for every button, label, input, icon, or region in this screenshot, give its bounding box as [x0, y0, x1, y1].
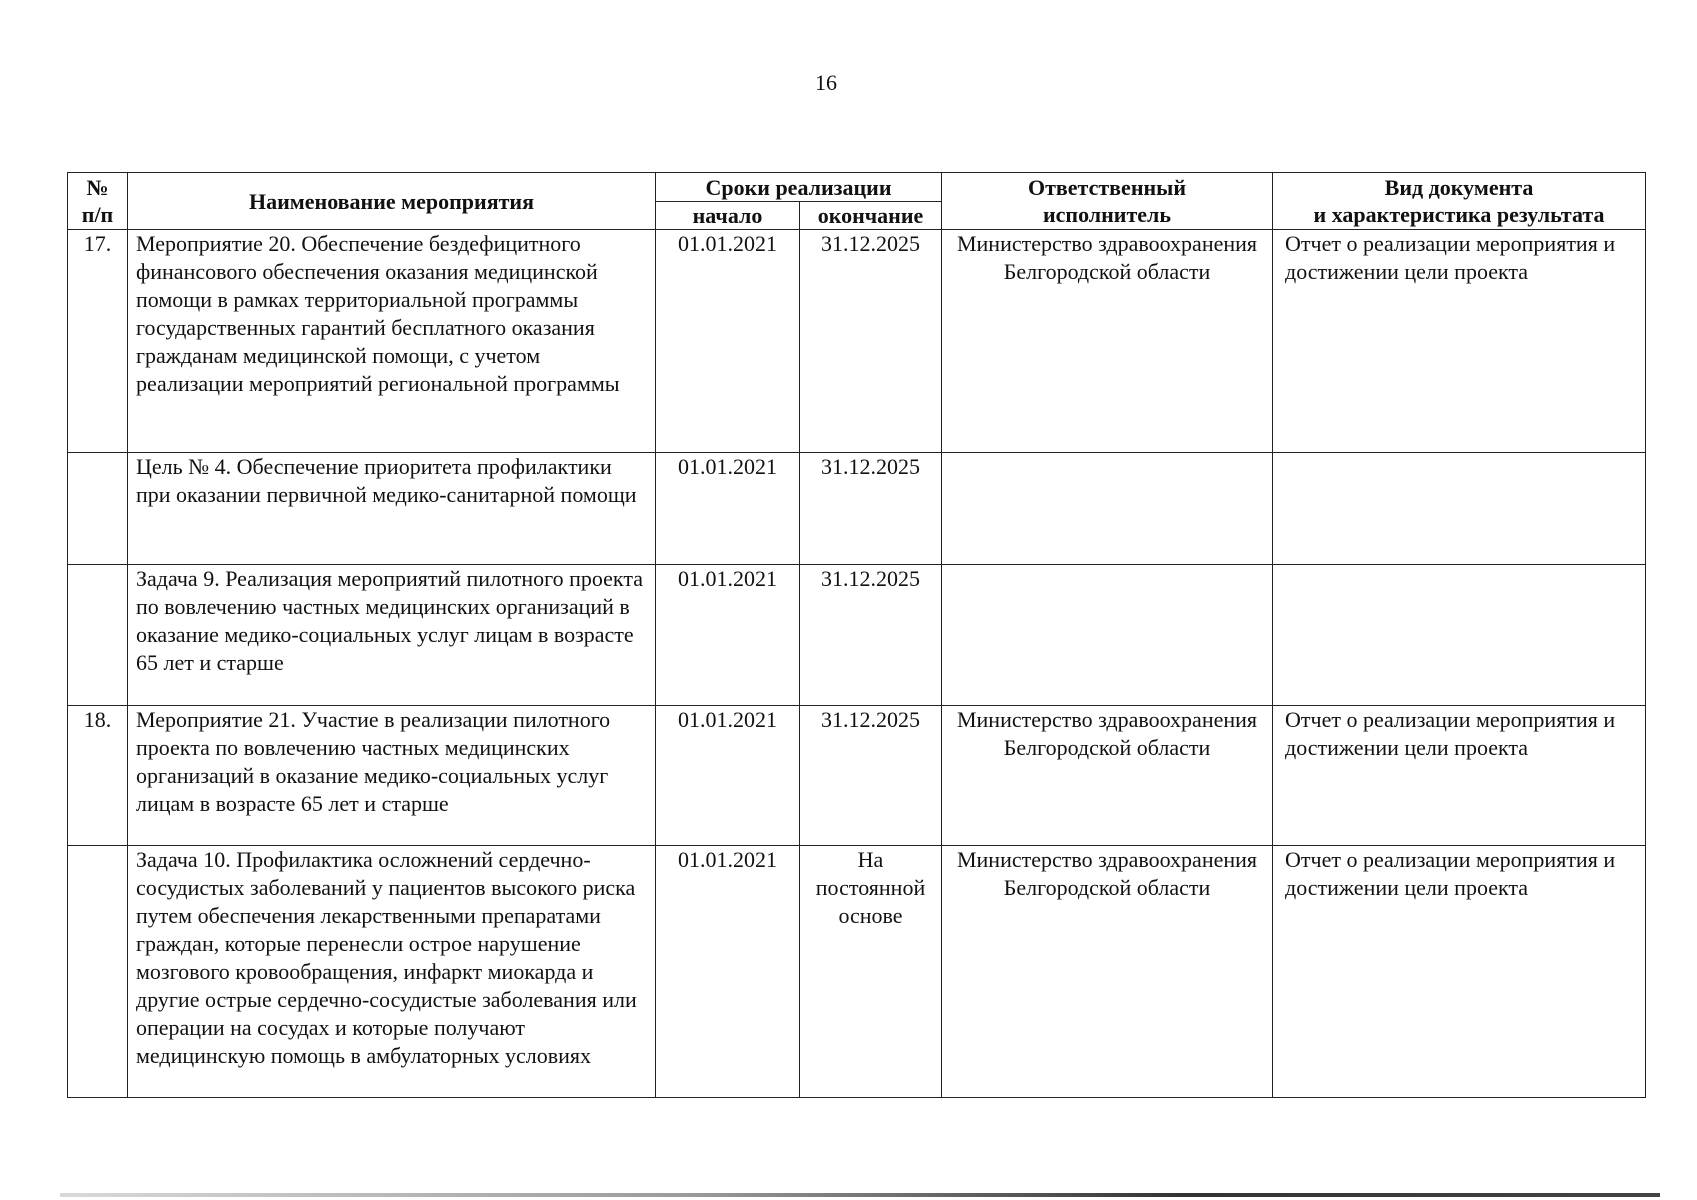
start-date: 01.01.2021	[656, 846, 800, 1098]
end-date: 31.12.2025	[800, 453, 942, 565]
table-row	[68, 706, 1646, 846]
activity-name: Задача 9. Реализация мероприятий пилотного проекта по вовлечению частных медицинских организаций в оказание медико-социальных услуг лицам в возрасте 65 лет и старше	[128, 565, 656, 706]
end-date: 31.12.2025	[800, 706, 942, 846]
header-number-line2: п/п	[81, 202, 114, 227]
executor: Министерство здравоохранения Белгородской области	[942, 230, 1273, 453]
header-end: окончание	[800, 202, 942, 230]
row-number	[68, 565, 128, 706]
page-number: 16	[815, 70, 837, 95]
header-activity-name: Наименование мероприятия	[128, 173, 656, 230]
table-row	[68, 565, 1646, 706]
start-date: 01.01.2021	[656, 565, 800, 706]
row-number: 18.	[68, 706, 128, 846]
end-date: На постоянной основе	[800, 846, 942, 1098]
activity-name: Мероприятие 21. Участие в реализации пилотного проекта по вовлечению частных медицинских организаций в оказание медико-социальных услуг лицам в возрасте 65 лет и старше	[128, 706, 656, 846]
table-row	[68, 230, 1646, 453]
document-type: Отчет о реализации мероприятия и достижении цели проекта	[1273, 846, 1646, 1098]
activity-name: Мероприятие 20. Обеспечение бездефицитного финансового обеспечения оказания медицинской помощи в рамках территориальной программы государственных гарантий бесплатного оказания гражданам медицинской помощи, с учетом реализации мероприятий региональной программы	[128, 230, 656, 453]
header-executor-line2: исполнитель	[1042, 202, 1172, 227]
start-date: 01.01.2021	[656, 706, 800, 846]
header-document	[1273, 173, 1646, 230]
header-period: Сроки реализации	[656, 173, 942, 202]
executor: Министерство здравоохранения Белгородской области	[942, 706, 1273, 846]
row-number: 17.	[68, 230, 128, 453]
table-row	[68, 453, 1646, 565]
header-number-line1: №	[86, 175, 109, 200]
end-date: 31.12.2025	[800, 230, 942, 453]
document-type	[1273, 565, 1646, 706]
end-date: 31.12.2025	[800, 565, 942, 706]
executor	[942, 453, 1273, 565]
row-number	[68, 453, 128, 565]
table-row	[68, 846, 1646, 1098]
activity-name: Задача 10. Профилактика осложнений сердечно-сосудистых заболеваний у пациентов высокого риска путем обеспечения лекарственными препаратами граждан, которые перенесли острое нарушение мозгового кровообращения, инфаркт миокарда и другие острые сердечно-сосудистые заболевания или операции на сосудах и которые получают медицинскую помощь в амбулаторных условиях	[128, 846, 656, 1098]
header-number	[68, 173, 128, 230]
executor: Министерство здравоохранения Белгородской области	[942, 846, 1273, 1098]
document-type: Отчет о реализации мероприятия и достижении цели проекта	[1273, 706, 1646, 846]
header-document-line2: и характеристика результата	[1313, 202, 1605, 227]
activities-table	[67, 172, 1646, 1098]
header-start: начало	[656, 202, 800, 230]
activity-name: Цель № 4. Обеспечение приоритета профилактики при оказании первичной медико-санитарной помощи	[128, 453, 656, 565]
executor	[942, 565, 1273, 706]
document-type: Отчет о реализации мероприятия и достижении цели проекта	[1273, 230, 1646, 453]
row-number	[68, 846, 128, 1098]
start-date: 01.01.2021	[656, 453, 800, 565]
bottom-rule	[60, 1193, 1660, 1197]
document-type	[1273, 453, 1646, 565]
header-document-line1: Вид документа	[1384, 175, 1534, 200]
header-executor	[942, 173, 1273, 230]
table-header	[68, 173, 1646, 230]
start-date: 01.01.2021	[656, 230, 800, 453]
header-executor-line1: Ответственный	[1027, 175, 1187, 200]
